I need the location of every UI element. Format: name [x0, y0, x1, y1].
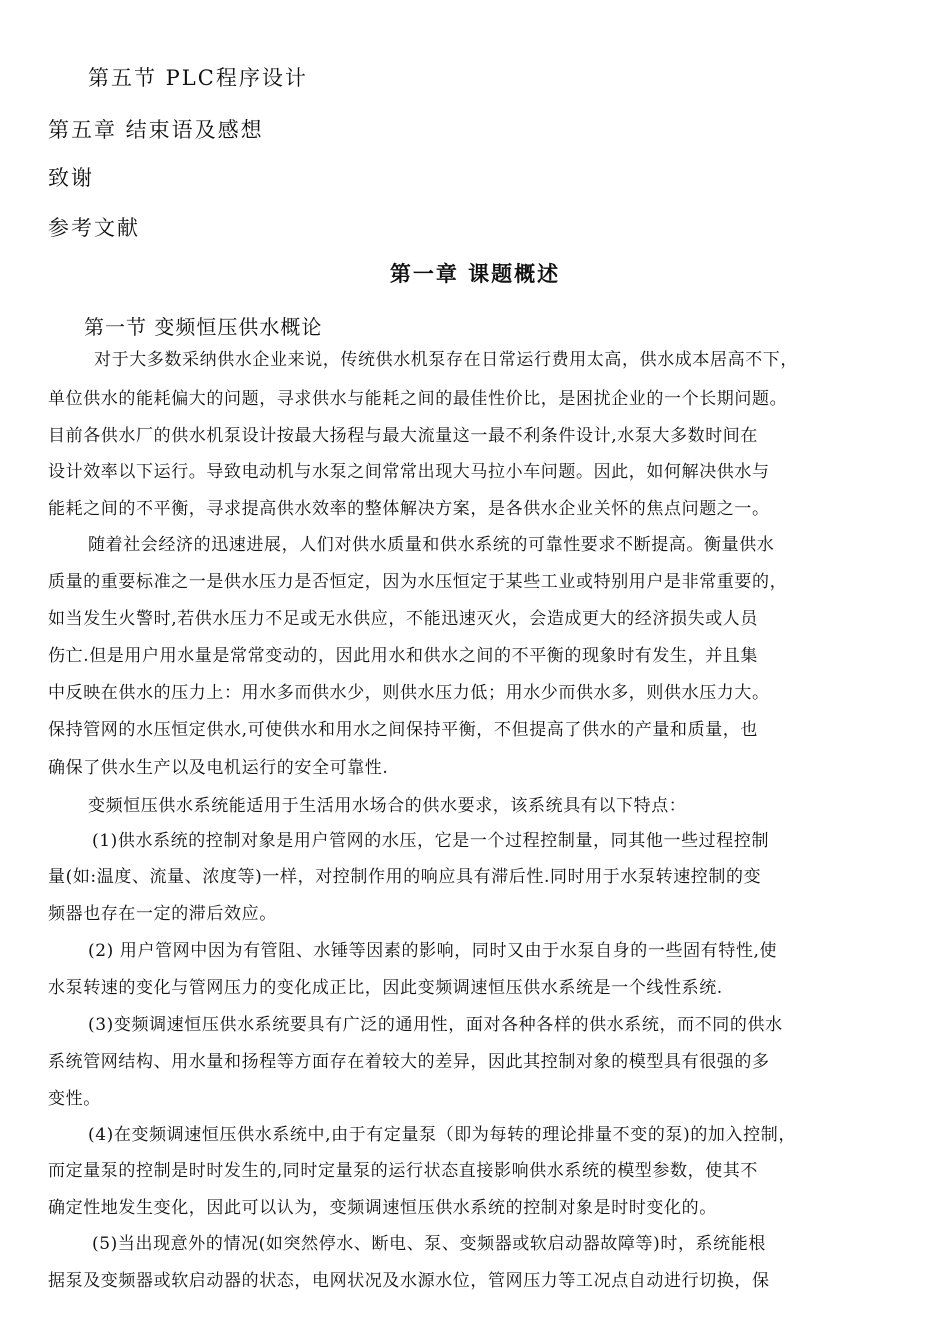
toc-item-conclusion[interactable]: 第五章 结束语及感想 [48, 118, 264, 142]
paragraph-line: 目前各供水厂的供水机泵设计按最大扬程与最大流量这一最不利条件设计,水泵大多数时间在 [48, 426, 759, 446]
paragraph-line: (3)变频调速恒压供水系统要具有广泛的通用性，面对各种各样的供水系统，而不同的供水 [88, 1015, 783, 1035]
paragraph-line: 变频恒压供水系统能适用于生活用水场合的供水要求，该系统具有以下特点： [88, 796, 687, 816]
toc-item-references[interactable]: 参考文献 [48, 216, 140, 240]
toc-item-plc-program-design[interactable]: 第五节 PLC程序设计 [88, 66, 308, 90]
section-title: 第一节 变频恒压供水概论 [84, 315, 323, 339]
paragraph-line: 中反映在供水的压力上：用水多而供水少，则供水压力低；用水少而供水多，则供水压力大。 [48, 683, 770, 703]
chapter-title: 第一章 课题概述 [389, 262, 561, 286]
paragraph-line: 伤亡.但是用户用水量是常常变动的，因此用水和供水之间的不平衡的现象时有发生，并且集 [48, 646, 759, 666]
paragraph-line: 保持管网的水压恒定供水,可使供水和用水之间保持平衡，不但提高了供水的产量和质量，也 [48, 720, 759, 740]
paragraph-line: (1)供水系统的控制对象是用户管网的水压，它是一个过程控制量，同其他一些过程控制 [92, 831, 770, 851]
paragraph-line: 系统管网结构、用水量和扬程等方面存在着较大的差异，因此其控制对象的模型具有很强的多 [48, 1052, 770, 1072]
paragraph-line: 单位供水的能耗偏大的问题，寻求供水与能耗之间的最佳性价比，是困扰企业的一个长期问题。 [48, 389, 788, 409]
paragraph-line: 据泵及变频器或软启动器的状态，电网状况及水源水位，管网压力等工况点自动进行切换，保 [48, 1271, 770, 1291]
paragraph-line: 确保了供水生产以及电机运行的安全可靠性. [48, 758, 389, 778]
paragraph-line: 频器也存在一定的滞后效应。 [48, 904, 277, 924]
toc-item-acknowledgements[interactable]: 致谢 [48, 166, 94, 190]
paragraph-line: 而定量泵的控制是时时发生的,同时定量泵的运行状态直接影响供水系统的模型参数，使其不 [48, 1161, 759, 1181]
paragraph-line: 对于大多数采纳供水企业来说，传统供水机泵存在日常运行费用太高，供水成本居高不下， [94, 350, 798, 370]
paragraph-line: 量(如:温度、流量、浓度等)一样，对控制作用的响应具有滞后性.同时用于水泵转速控制的变 [48, 867, 762, 887]
paragraph-line: 质量的重要标准之一是供水压力是否恒定，因为水压恒定于某些工业或特别用户是非常重要的， [48, 572, 788, 592]
paragraph-line: 如当发生火警时,若供水压力不足或无水供应，不能迅速灭火，会造成更大的经济损失或人员 [48, 609, 759, 629]
paragraph-line: 设计效率以下运行。导致电动机与水泵之间常常出现大马拉小车问题。因此，如何解决供水与 [48, 462, 770, 482]
paragraph-line: 能耗之间的不平衡，寻求提高供水效率的整体解决方案，是各供水企业关怀的焦点问题之一。 [48, 499, 770, 519]
paragraph-line: (5)当出现意外的情况(如突然停水、断电、泵、变频器或软启动器故障等)时，系统能根 [92, 1234, 766, 1254]
paragraph-line: 变性。 [48, 1089, 101, 1109]
paragraph-line: 水泵转速的变化与管网压力的变化成正比，因此变频调速恒压供水系统是一个线性系统. [48, 978, 723, 998]
paragraph-line: 确定性地发生变化，因此可以认为，变频调速恒压供水系统的控制对象是时时变化的。 [48, 1198, 717, 1218]
paragraph-line: (4)在变频调速恒压供水系统中,由于有定量泵（即为每转的理论排量不变的泵)的加入控制， [88, 1125, 796, 1145]
paragraph-line: (2) 用户管网中因为有管阻、水锤等因素的影响，同时又由于水泵自身的一些固有特性,使 [88, 941, 778, 961]
paragraph-line: 随着社会经济的迅速进展，人们对供水质量和供水系统的可靠性要求不断提高。衡量供水 [88, 535, 775, 555]
